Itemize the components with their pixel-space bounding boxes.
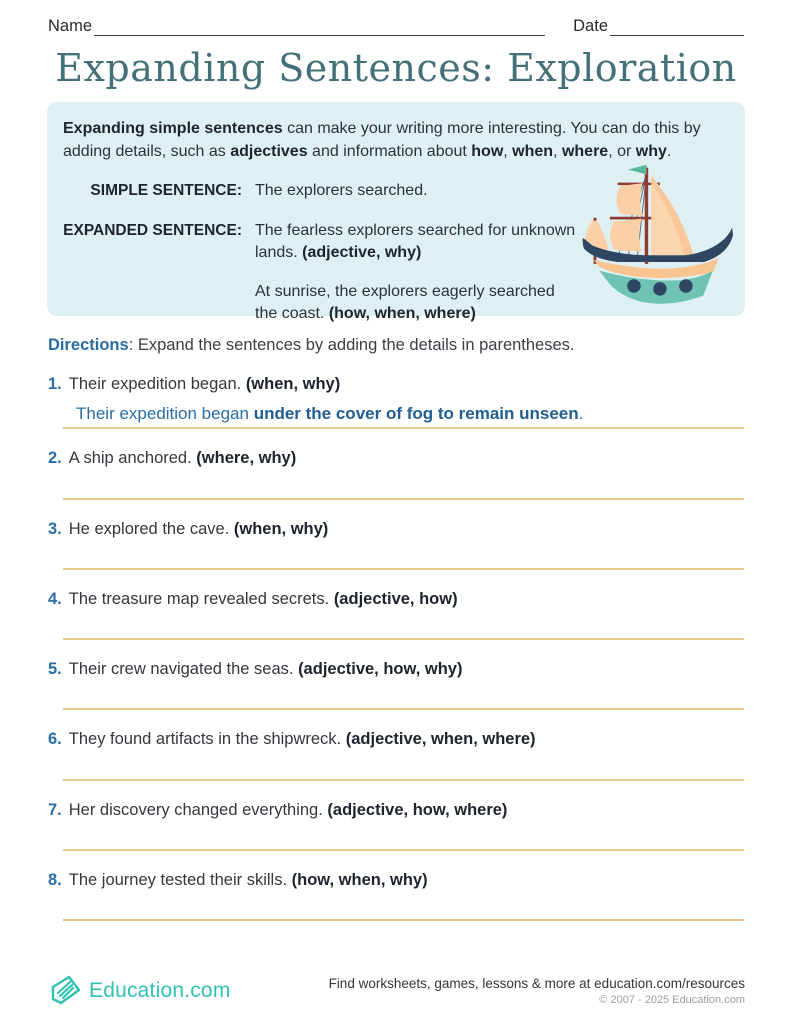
exercise-text: Their expedition began. — [68, 375, 246, 393]
expanded-sentence-label: EXPANDED SENTENCE: — [63, 221, 242, 239]
exercise-hint: (adjective, how, why) — [298, 660, 463, 679]
exercise-number: 4. — [48, 589, 62, 608]
exercise-hint: (how, when, why) — [291, 870, 428, 889]
exercise-row-8 — [48, 869, 744, 921]
exercise-number: 7. — [48, 800, 62, 819]
exercise-text: Her discovery changed everything. — [68, 800, 328, 819]
exercise-hint: (when, why) — [245, 375, 341, 393]
exercise-text: The journey tested their skills. — [68, 870, 292, 889]
pencil-logo-icon — [48, 974, 82, 1008]
exercise-text: They found artifacts in the shipwreck. — [68, 730, 346, 749]
simple-sentence-text: The explorers searched. — [255, 182, 428, 200]
exercise-number: 3. — [48, 519, 62, 538]
writing-line-4[interactable] — [63, 638, 744, 640]
exercise-number: 5. — [48, 660, 62, 679]
writing-line-3[interactable] — [63, 568, 744, 570]
footer-resources-text: Find worksheets, games, lessons & more at education.com/resources — [328, 976, 745, 991]
writing-line-8[interactable] — [63, 919, 744, 921]
exercise-hint: (adjective, how, where) — [327, 800, 508, 819]
simple-sentence-label: SIMPLE SENTENCE: — [90, 182, 242, 200]
exercise-number: 2. — [48, 449, 62, 468]
exercise-row-4 — [48, 588, 744, 640]
exercise-hint: (adjective, when, where) — [345, 730, 536, 749]
expanded-sentence-text: The fearless explorers searched for unknown lands. (adjective, why) At sunrise, the explorers eagerly searched the coast. (how, when, where) — [255, 221, 576, 322]
exercise-row-3 — [48, 518, 744, 570]
exercise-number: 6. — [48, 730, 62, 749]
exercise-text: A ship anchored. — [68, 449, 197, 468]
exercise-row-5 — [48, 658, 744, 710]
exercise-hint: (when, why) — [233, 519, 329, 538]
writing-line-6[interactable] — [63, 779, 744, 781]
name-input-line[interactable] — [94, 16, 545, 36]
exercise-hint: (adjective, how) — [333, 589, 458, 608]
exercise-text: He explored the cave. — [68, 519, 234, 538]
footer-copyright: © 2007 - 2025 Education.com — [599, 994, 745, 1006]
brand-name: Education.com — [89, 979, 231, 1002]
exercise-number: 8. — [48, 870, 62, 889]
date-input-line[interactable] — [610, 16, 744, 36]
exercise-row-7 — [48, 799, 744, 851]
date-label: Date — [573, 17, 608, 35]
writing-line-2[interactable] — [63, 498, 744, 500]
page-title: Expanding Sentences: Exploration — [55, 46, 737, 90]
lesson-info-box — [47, 102, 745, 322]
ship-illustration — [579, 160, 737, 312]
education-logo — [48, 974, 231, 1008]
name-date-row — [0, 0, 792, 36]
name-label: Name — [48, 17, 93, 35]
exercise-row-2 — [48, 447, 744, 499]
writing-line-7[interactable] — [63, 849, 744, 851]
footer — [48, 974, 745, 1008]
exercise-hint: (where, why) — [196, 449, 297, 468]
exercise-text: Their crew navigated the seas. — [68, 660, 299, 679]
directions: Directions: Expand the sentences by adding the details in parentheses. — [48, 336, 575, 354]
writing-line-5[interactable] — [63, 708, 744, 710]
exercise-number: 1. — [48, 375, 62, 393]
lesson-intro-text: Expanding simple sentences can make your writing more interesting. You can do this by adding details, such as adjectives and information about how, when, where, or why. — [63, 120, 701, 161]
exercise-text: The treasure map revealed secrets. — [68, 589, 334, 608]
exercise-row-6 — [48, 728, 744, 780]
exercise-row-1 — [48, 373, 744, 429]
answer-line-1[interactable]: Their expedition began under the cover of fog to remain unseen. — [63, 404, 744, 429]
directions-label: Directions — [48, 336, 129, 354]
